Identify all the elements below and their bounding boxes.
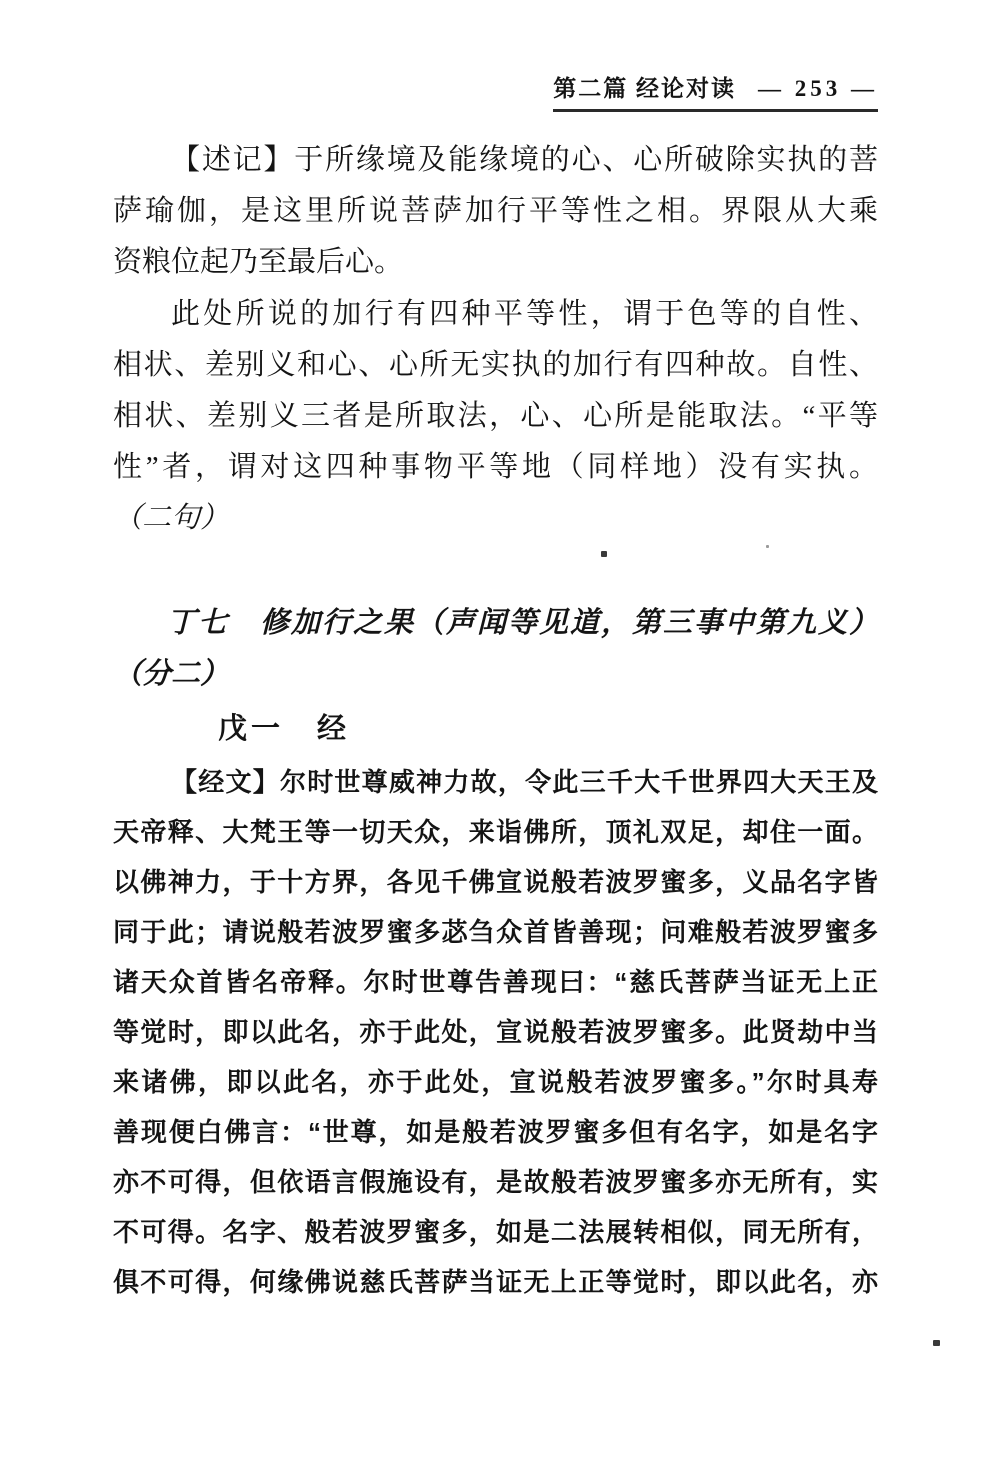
text-line: 【述记】于所缘境及能缘境的心、心所破除实执的菩 bbox=[171, 144, 878, 176]
running-header bbox=[553, 74, 878, 112]
text-line: 资粮位起乃至最后心。 bbox=[113, 246, 404, 278]
text-line: 相状、差别义三者是所取法，心、心所是能取法。“平等 bbox=[113, 400, 878, 432]
text-line: 亦不可得，但依语言假施设有，是故般若波罗蜜多亦无所有，实 bbox=[113, 1167, 878, 1197]
header-section-title: 第二篇 经论对读 bbox=[553, 76, 736, 101]
shuji-paragraph-2 bbox=[113, 289, 878, 544]
text-line: 不可得。名字、般若波罗蜜多，如是二法展转相似，同无所有， bbox=[113, 1217, 878, 1247]
subsection-heading-wu-yi bbox=[113, 704, 878, 755]
scan-speck bbox=[933, 1340, 940, 1346]
text-line: 相状、差别义和心、心所无实执的加行有四种故。自性、 bbox=[113, 349, 878, 381]
text-line: 此处所说的加行有四种平等性，谓于色等的自性、 bbox=[171, 298, 878, 330]
text-line: 俱不可得，何缘佛说慈氏菩萨当证无上正等觉时，即以此名，亦 bbox=[113, 1267, 878, 1297]
text-line: 等觉时，即以此名，亦于此处，宣说般若波罗蜜多。此贤劫中当 bbox=[113, 1017, 878, 1047]
sutra-text-paragraph bbox=[113, 757, 878, 1307]
text-line: 萨瑜伽，是这里所说菩萨加行平等性之相。界限从大乘 bbox=[113, 195, 878, 227]
text-line: 来诸佛，即以此名，亦于此处，宣说般若波罗蜜多。”尔时具寿 bbox=[113, 1067, 878, 1097]
header-page-number: — 253 — bbox=[758, 76, 878, 101]
heading-line: （分二） bbox=[113, 658, 230, 690]
text-line: 【经文】尔时世尊威神力故，令此三千大千世界四大天王及 bbox=[171, 767, 878, 797]
text-line: 诸天众首皆名帝释。尔时世尊告善现曰：“慈氏菩萨当证无上正 bbox=[113, 967, 878, 997]
shuji-paragraph-1 bbox=[113, 135, 878, 288]
text-line: 性”者，谓对这四种事物平等地（同样地）没有实执。 bbox=[113, 451, 878, 483]
heading-line: 丁七 修加行之果（声闻等见道，第三事中第九义） bbox=[167, 607, 878, 639]
heading-line: 戊一 经 bbox=[218, 713, 351, 745]
scan-speck bbox=[601, 551, 607, 557]
section-heading-ding-qi bbox=[113, 598, 878, 700]
scan-speck bbox=[766, 545, 769, 548]
text-line: 同于此；请说般若波罗蜜多苾刍众首皆善现；问难般若波罗蜜多 bbox=[113, 917, 878, 947]
text-line: 以佛神力，于十方界，各见千佛宣说般若波罗蜜多，义品名字皆 bbox=[113, 867, 878, 897]
text-line: 善现便白佛言：“世尊，如是般若波罗蜜多但有名字，如是名字 bbox=[113, 1117, 878, 1147]
text-line: （二句） bbox=[113, 502, 230, 534]
text-line: 天帝释、大梵王等一切天众，来诣佛所，顶礼双足，却住一面。 bbox=[113, 817, 878, 847]
